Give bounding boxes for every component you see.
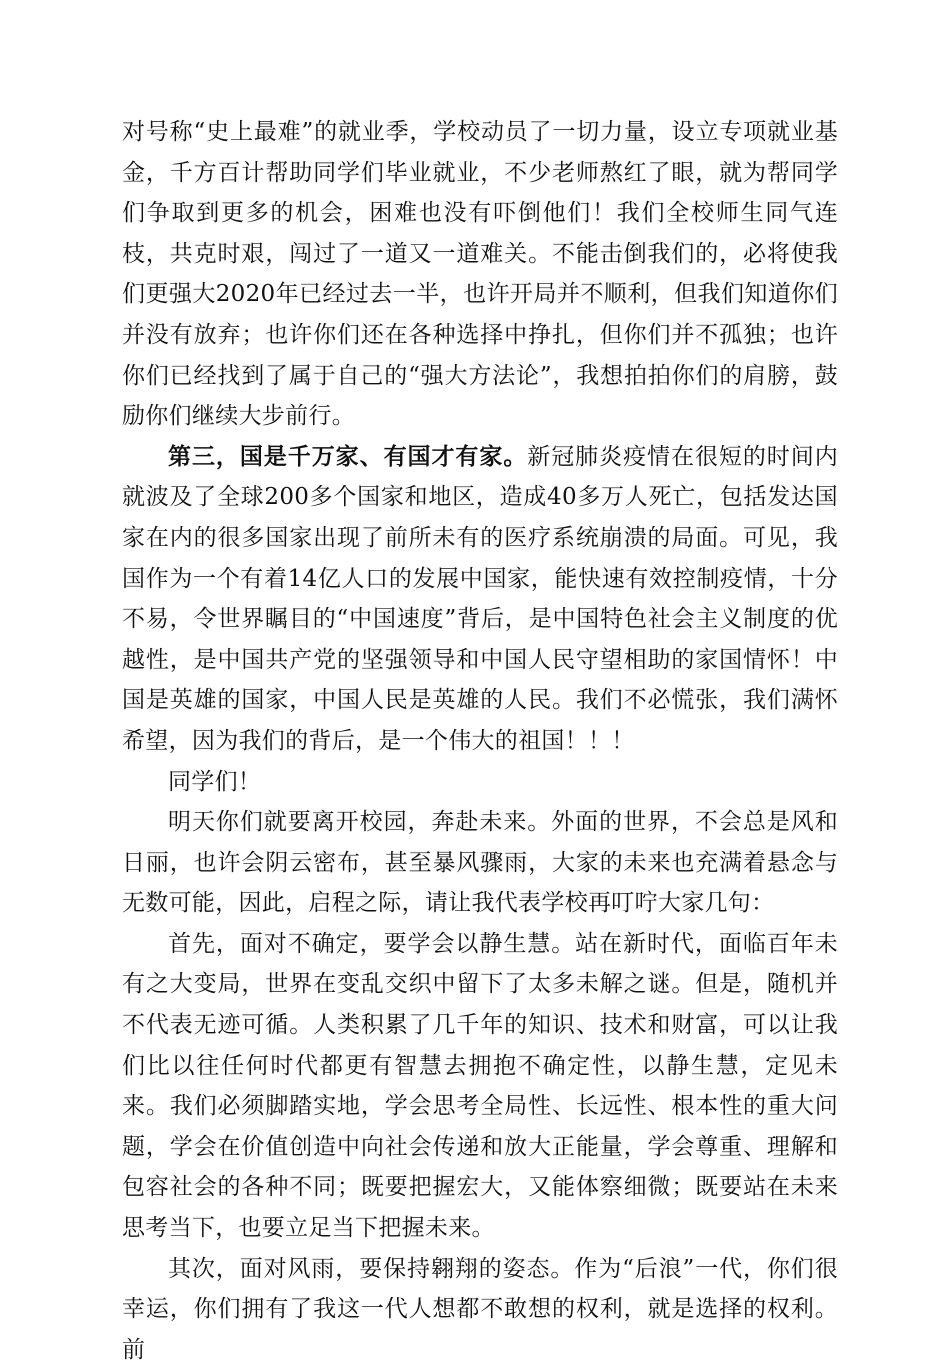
paragraph-first-advice: 首先，面对不确定，要学会以静生慧。站在新时代，面临百年未有之大变局，世界在变乱交织中留下了太多未解之谜。但是，随机并不代表无迹可循。人类积累了几千年的知识、技术和财富，可以让我们比以往任何时代都更有智慧去拥抱不确定性，以静生慧，定见未来。我们必须脚踏实地，学会思考全局性、长远性、根本性的重大问题，学会在价值创造中向社会传递和放大正能量，学会尊重、理解和包容社会的各种不同；既要把握宏大，又能体察细微；既要站在未来思考当下，也要立足当下把握未来。: [122, 930, 838, 1242]
body-text: [122, 112, 838, 1370]
paragraph-employment: 对号称“史上最难”的就业季，学校动员了一切力量，设立专项就业基金，千方百计帮助同学们毕业就业，不少老师熬红了眼，就为帮同学们争取到更多的机会，困难也没有吓倒他们！我们全校师生同气连枝，共克时艰，闯过了一道又一道难关。不能击倒我们的，必将使我们更强大2020年已经过去一半，也许开局并不顺利，但我们知道你们并没有放弃；也许你们还在各种选择中挣扎，但你们并不孤独；也许你们已经找到了属于自己的“强大方法论”，我想拍拍你们的肩膀，鼓励你们继续大步前行。: [122, 119, 838, 430]
paragraph-country-body: 新冠肺炎疫情在很短的时间内就波及了全球200多个国家和地区，造成40多万人死亡，包括发达国家在内的很多国家出现了前所未有的医疗系统崩溃的局面。可见，我国作为一个有着14亿人口的发展中国家，能快速有效控制疫情，十分不易，令世界瞩目的“中国速度”背后，是中国特色社会主义制度的优越性，是中国共产党的坚强领导和中国人民守望相助的家国情怀！中国是英雄的国家，中国人民是英雄的人民。我们不必慌张，我们满怀希望，因为我们的背后，是一个伟大的祖国！！！: [122, 443, 839, 754]
paragraph-departure: 明天你们就要离开校园，奔赴未来。外面的世界，不会总是风和日丽，也许会阴云密布，甚至暴风骤雨，大家的未来也充满着悬念与无数可能，因此，启程之际，请让我代表学校再叮咛大家几句：: [122, 809, 838, 917]
paragraph-second-advice: 其次，面对风雨，要保持翱翔的姿态。作为“后浪”一代，你们很幸运，你们拥有了我这一代人想都不敢想的权利，就是选择的权利。前: [122, 1255, 838, 1363]
paragraph-salutation: 同学们！: [168, 768, 262, 795]
paragraph-heading-third: 第三，国是千万家、有国才有家。: [168, 442, 528, 470]
paragraph-country: [122, 437, 838, 762]
